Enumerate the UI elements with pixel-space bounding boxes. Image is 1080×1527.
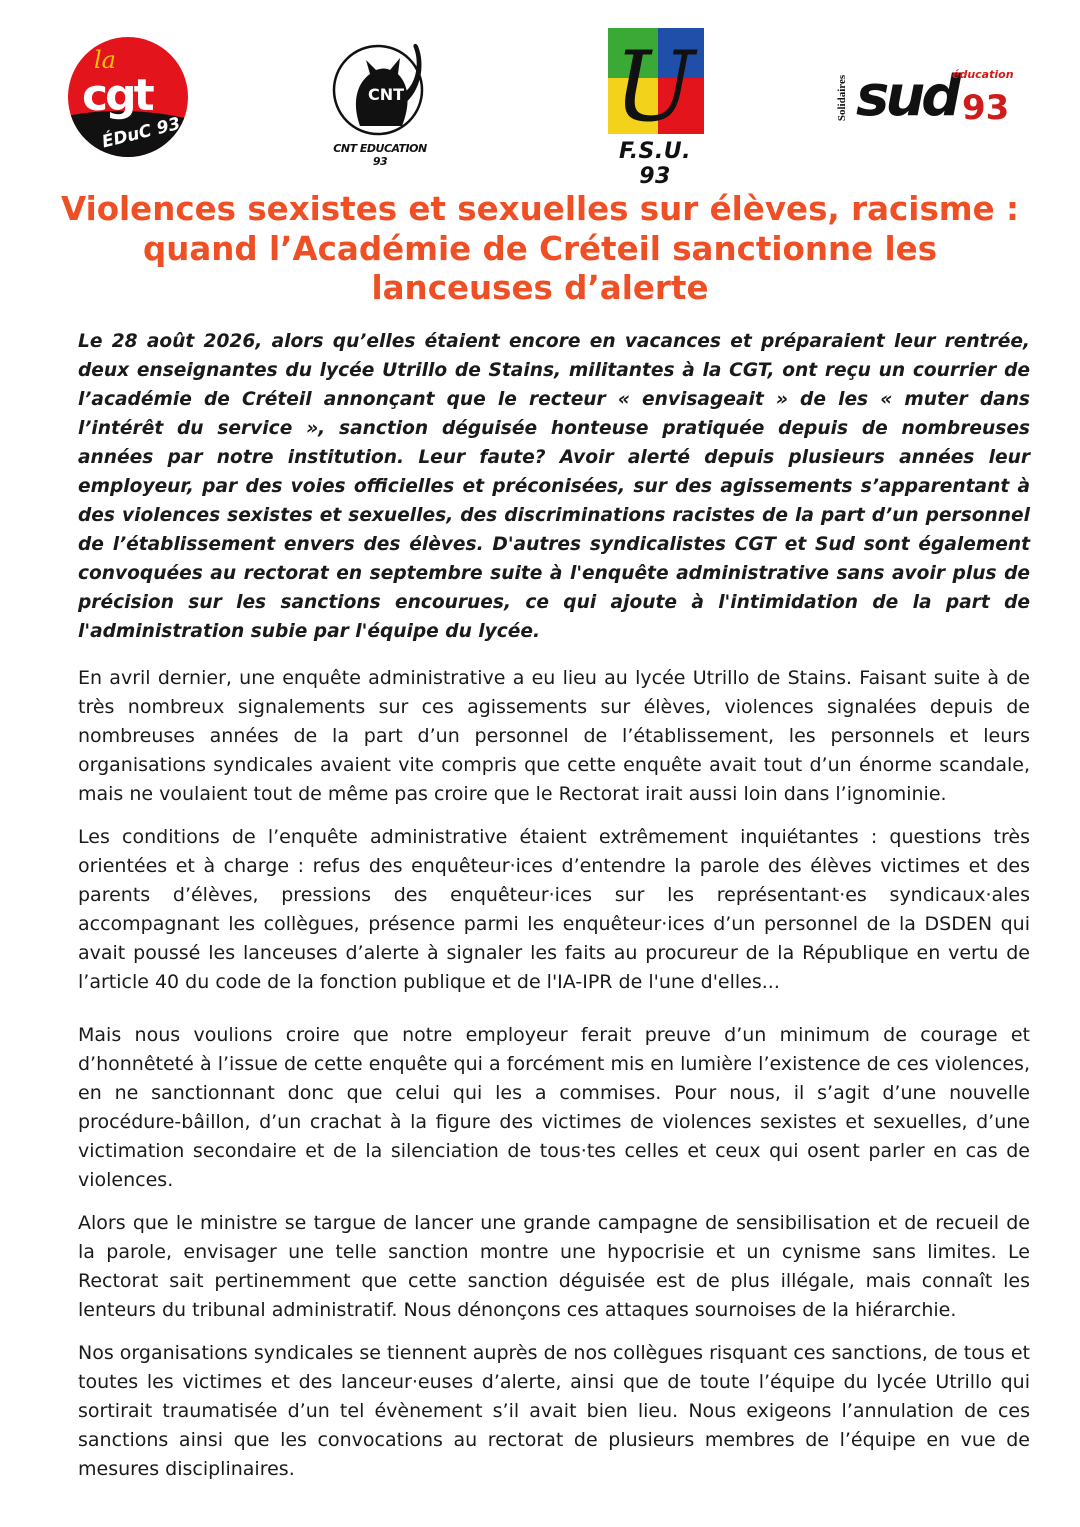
sud-number: 93 xyxy=(962,88,1010,128)
sud-solidaires-tag xyxy=(834,68,850,130)
fsu-letter-text: U xyxy=(614,31,695,138)
cnt-label: CNT EDUCATION 93 xyxy=(333,142,427,168)
cgt-educ-93-logo xyxy=(66,34,194,160)
black-cat-icon xyxy=(330,34,430,138)
cgt-sub-text: ÉDuC 93 xyxy=(100,113,183,153)
lead-paragraph: Le 28 août 2026, alors qu’elles étaient encore en vacances et préparaient leur rentrée, deux enseignantes du lycée Utrillo de Stains, militantes à la CGT, ont reçu un courrier de l’académie de Créteil annonçant que le recteur « envisageait » de les « muter dans l’intérêt du service », sanction déguisée honteuse pratiquée depuis de nombreuses années par notre institution. Leur faute? Avoir alerté depuis plusieurs années leur employeur, par des voies officielles et préconisées, sur des agissements s’apparentant à des violences sexistes et sexuelles, des discriminations racistes de la part d’un personnel de l’établissement envers des élèves. D'autres syndicalistes CGT et Sud sont également convoquées au rectorat en septembre suite à l'enquête administrative sans avoir plus de précision sur les sanctions encourues, ce qui ajoute à l'intimidation de la part de l'administration subie par l'équipe du lycée. xyxy=(78,331,1030,642)
title-line-2: quand l’Académie de Créteil sanctionne les xyxy=(142,229,938,268)
page-title xyxy=(40,190,1040,309)
fsu-93-logo xyxy=(600,26,710,189)
paragraph-ministre: Alors que le ministre se targue de lancer une grande campagne de sensibilisation et de recueil de la parole, envisager une telle sanction montre une hypocrisie et un cynisme sans limites. Le Rectorat sait pertinemment que cette sanction déguisée est de plus illégale, mais connaît les lenteurs du tribunal administratif. Nous dénonçons ces attaques sournoises de la hiérarchie. xyxy=(78,1212,1030,1321)
cgt-word-text: cgt xyxy=(82,70,152,121)
logo-bar xyxy=(0,0,1080,189)
title-line-1: Violences sexistes et sexuelles sur élèves, racisme : xyxy=(60,190,1020,228)
title-line-3: lanceuses d’alerte xyxy=(371,269,709,307)
cnt-badge-text: CNT xyxy=(368,85,405,104)
paragraph-soutien: Nos organisations syndicales se tiennent auprès de nos collègues risquant ces sanctions, de tous et toutes les victimes et des lanceur·euses d’alerte, ainsi que de toute l’équipe du lycée Utrillo qui sortirait traumatisée d’un tel évènement s’il avait bien lieu. Nous exigeons l’annulation de ces sanctions ainsi que les convocations au rectorat de plusieurs membres de l’équipe en vue de mesures disciplinaires. xyxy=(78,1342,1030,1480)
sud-education-text: éducation xyxy=(952,68,1014,81)
article-body xyxy=(78,327,1030,1498)
cnt-education-93-logo xyxy=(330,34,430,168)
paragraph-enquete: En avril dernier, une enquête administrative a eu lieu au lycée Utrillo de Stains. Faisant suite à de très nombreux signalements sur ces agissements sur élèves, violences signalées depuis de nombreuses années de la part d’un personnel de l’établissement, les personnels et leurs organisations syndicales avaient vite compris que cette enquête avait tout d’un énorme scandale, mais ne voulaient tout de même pas croire que le Rectorat irait aussi loin dans l’ignominie. xyxy=(78,667,1030,805)
paragraph-courage: Mais nous voulions croire que notre employeur ferait preuve d’un minimum de courage et d’honnêteté à l’issue de cette enquête qui a forcément mis en lumière l’existence de ces violences, en ne sanctionnant donc que celui qui les a commises. Pour nous, il s’agit d’une nouvelle procédure-bâillon, d’un crachat à la figure des victimes de violences sexistes et sexuelles, d’une victimation secondaire et de la silenciation de tous·tes celles et ceux qui osent parler en cas de violences. xyxy=(78,1024,1030,1191)
fsu-label: F.S.U. 93 xyxy=(619,139,691,189)
paragraph-conditions: Les conditions de l’enquête administrative étaient extrêmement inquiétantes : questions très orientées et à charge : refus des enquêteur·ices d’entendre la parole des élèves victimes et des parents d’élèves, pressions des enquêteur·ices sur les représentant·es syndicaux·ales accompagnant les collègues, présence parmi les enquêteur·ices d’un personnel de la DSDEN qui avait poussé les lanceuses d’alerte à signaler les faits au procureur de la République en vertu de l’article 40 du code de la fonction publique et de l'IA-IPR de l'une d'elles... xyxy=(78,826,1030,993)
sud-word: sud xyxy=(856,64,958,129)
sud-education-93-logo xyxy=(834,62,1014,134)
fsu-u-graphic xyxy=(600,26,710,138)
sud-solidaires-text: Solidaires xyxy=(836,74,848,122)
cgt-script-text: la xyxy=(94,46,116,74)
cgt-logo-graphic xyxy=(66,34,194,160)
